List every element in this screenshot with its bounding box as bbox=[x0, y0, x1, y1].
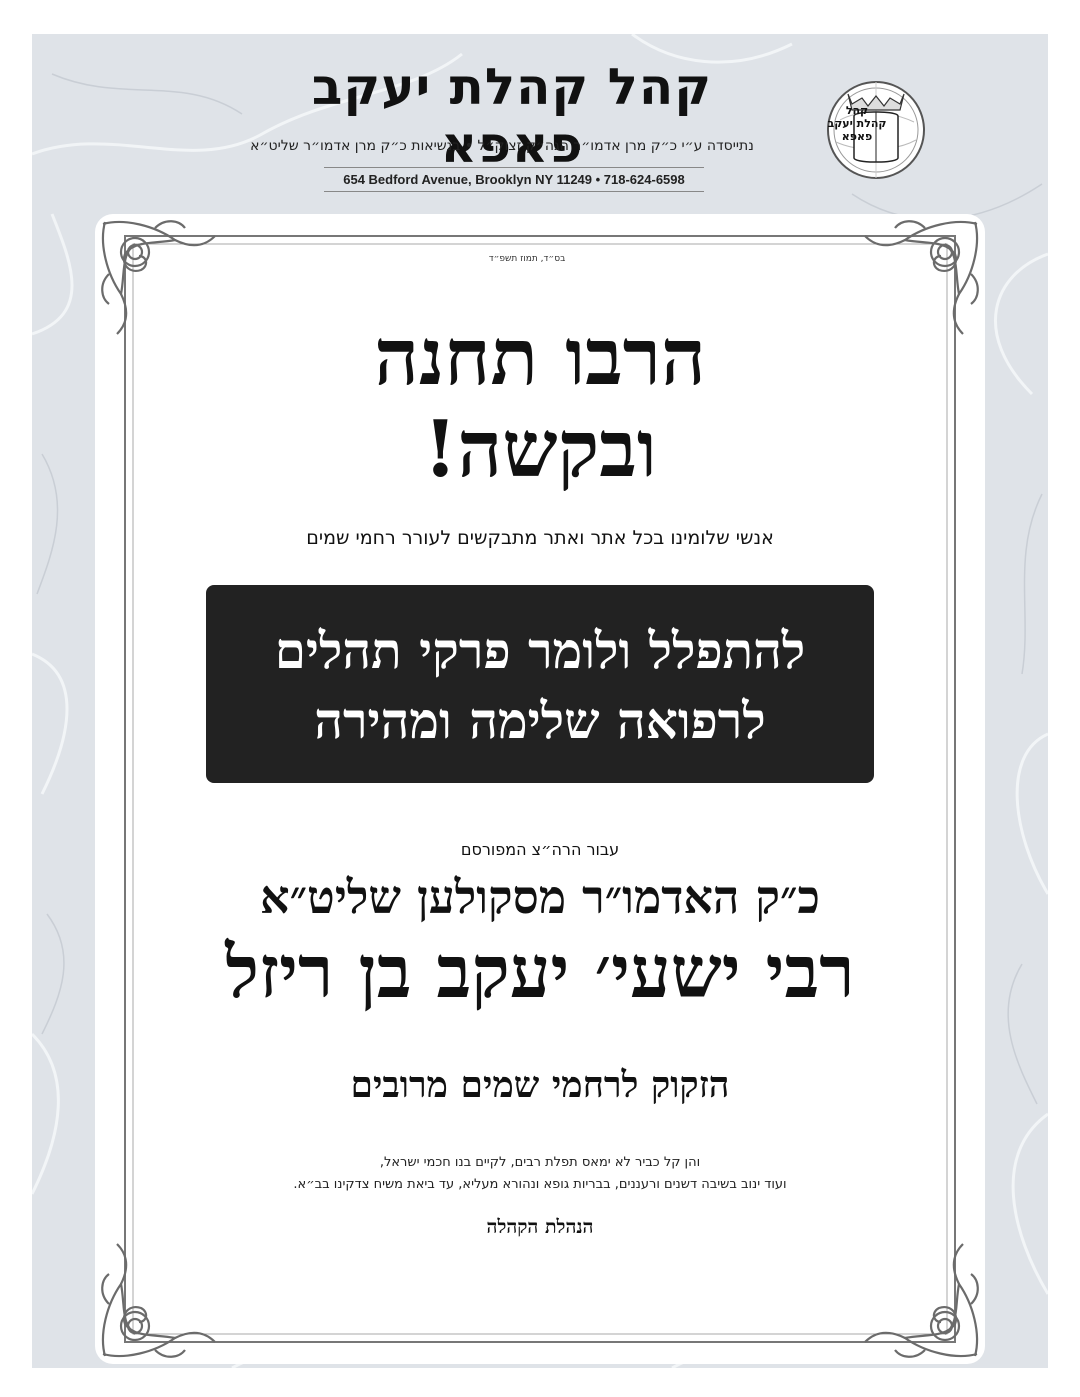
rebbe-name: רבי ישעי׳ יעקב בן ריזל bbox=[225, 929, 855, 1014]
seal-text-line: קהלת יעקב bbox=[827, 117, 887, 130]
notice-date: בס״ד, תמוז תשפ״ד bbox=[488, 254, 566, 264]
intro-text: אנשי שלומינו בכל אתר ואתר מתבקשים לעורר רחמי שמים bbox=[306, 527, 774, 549]
organization-name: קהל קהלת יעקב פאפא bbox=[311, 58, 713, 174]
rebbe-title: כ״ק האדמו״ר מסקולען שליט״א bbox=[260, 870, 820, 924]
closing-line: ועוד ינוב בשיבה דשנים ורעננים, בבריות גופא ונהורא מעליא, עד ביאת משיח צדקינו בב״א. bbox=[293, 1177, 787, 1192]
seal-text bbox=[826, 104, 888, 143]
seal-text-line: קהל bbox=[845, 104, 869, 117]
call-line: להתפלל ולומר פרקי תהלים bbox=[274, 621, 806, 680]
organization-subtitle: נתייסדה ע״י כ״ק מרן אדמו״ר הגה״ק זצוק״ל • בנשיאות כ״ק מרן אדמו״ר שליט״א bbox=[250, 138, 754, 154]
closing-line: והן קל כביר לא ימאס תפלת רבים, לקיים בנו חכמי ישראל, bbox=[379, 1155, 701, 1170]
call-line: לרפואה שלימה ומהירה bbox=[314, 691, 766, 750]
organization-address: 654 Bedford Avenue, Brooklyn NY 11249 • 718-624-6598 bbox=[324, 167, 704, 192]
for-line: עבור הרה״צ המפורסם bbox=[460, 840, 620, 859]
signature: הנהלת הקהלה bbox=[486, 1216, 594, 1238]
title-line: ובקשה! bbox=[423, 404, 657, 495]
closing-blessing bbox=[182, 1152, 898, 1196]
notice-title bbox=[182, 312, 898, 496]
request-line: הזקוק לרחמי שמים מרובים bbox=[350, 1064, 730, 1106]
title-line: הרבו תחנה bbox=[374, 312, 706, 403]
seal-text-line: פאפא bbox=[841, 130, 873, 143]
call-to-prayer-text bbox=[206, 616, 874, 756]
